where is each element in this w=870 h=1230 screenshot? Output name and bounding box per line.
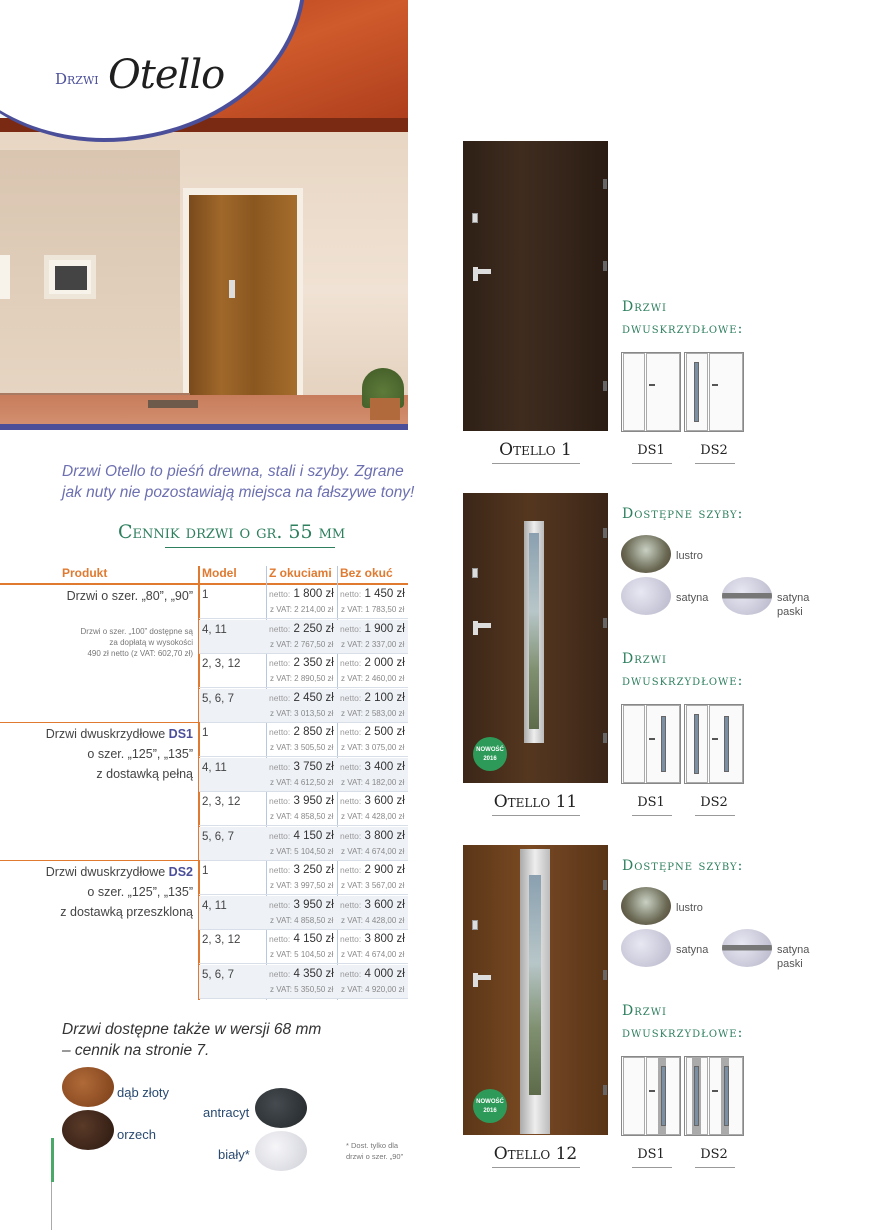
swatch-antracyt [255, 1088, 307, 1128]
row-model: 4, 11 [202, 623, 227, 636]
table-row [199, 689, 408, 723]
row-model: 2, 3, 12 [202, 658, 241, 670]
row-model: 5, 6, 7 [202, 692, 234, 705]
table-row [199, 585, 408, 619]
glass-label-lustro-2: lustro [676, 902, 703, 914]
section-double-3: Drzwi dwuskrzydłowe: [622, 1003, 744, 1041]
price-without-fittings: netto: 3 800 zł [340, 829, 405, 842]
price-without-fittings: netto: 3 400 zł [340, 760, 405, 773]
price-without-fittings: netto: 4 000 zł [340, 967, 405, 980]
glass-label-lustro-1: lustro [676, 550, 703, 562]
header-bez-okuc: Bez okuć [340, 566, 393, 580]
door-name-otello-1: Otello 1 [499, 440, 572, 460]
price-without-fittings-vat: z VAT: 3 567,00 zł [341, 881, 405, 890]
glass-lustro-1 [621, 535, 671, 573]
glass-label-satyna-1: satyna [676, 592, 709, 604]
price-with-fittings-vat: z VAT: 4 612,50 zł [270, 777, 334, 787]
glass-satyna-paski-1 [722, 577, 772, 615]
price-without-fittings: netto: 1 900 zł [340, 622, 405, 635]
product-note-100: Drzwi o szer. „100” dostępne są za dopłatą w wysokości 490 zł netto (z VAT: 602,70 zł) [80, 627, 193, 658]
swatch-orzech [62, 1110, 114, 1150]
price-with-fittings: netto: 3 250 zł [269, 864, 334, 876]
glass-label-satyna-2: satyna [676, 944, 709, 956]
price-without-fittings: netto: 2 900 zł [340, 864, 405, 876]
price-with-fittings-vat: z VAT: 4 858,50 zł [270, 812, 334, 821]
door-11-ds1-label: DS1 [637, 795, 665, 810]
glass-satyna-2 [621, 929, 671, 967]
row-model: 5, 6, 7 [202, 968, 234, 981]
price-with-fittings: netto: 4 150 zł [269, 933, 334, 945]
price-list-title: Cennik drzwi o gr. 55 mm [118, 521, 346, 543]
price-with-fittings-vat: z VAT: 3 997,50 zł [270, 881, 334, 890]
price-without-fittings-vat: z VAT: 4 428,00 zł [341, 812, 405, 821]
door-name-otello-12: Otello 12 [493, 1144, 578, 1164]
table-row [199, 723, 408, 757]
price-without-fittings: netto: 2 000 zł [340, 657, 405, 669]
price-without-fittings-vat: z VAT: 2 583,00 zł [341, 708, 405, 718]
label-bialy: biały* [218, 1147, 250, 1162]
section-glass-1: Dostępne szyby: [622, 506, 744, 522]
row-model: 2, 3, 12 [202, 934, 241, 946]
section-double-2: Drzwi dwuskrzydłowe: [622, 651, 744, 689]
door-otello-12-image [463, 845, 608, 1135]
price-with-fittings-vat: z VAT: 2 214,00 zł [270, 605, 334, 614]
price-with-fittings-vat: z VAT: 3 505,50 zł [270, 743, 334, 752]
price-without-fittings-vat: z VAT: 2 460,00 zł [341, 674, 405, 683]
price-without-fittings: netto: 1 450 zł [340, 588, 405, 600]
table-row [199, 896, 408, 930]
row-model: 5, 6, 7 [202, 830, 234, 843]
price-with-fittings: netto: 2 350 zł [269, 657, 334, 669]
price-with-fittings-vat: z VAT: 5 104,50 zł [270, 950, 334, 959]
price-with-fittings: netto: 2 250 zł [269, 622, 334, 635]
door-12-ds2-diagram [684, 1056, 744, 1136]
price-with-fittings: netto: 3 950 zł [269, 898, 334, 911]
price-with-fittings: netto: 1 800 zł [269, 588, 334, 600]
label-antracyt: antracyt [203, 1105, 250, 1120]
page-edge-bar [51, 1138, 54, 1182]
swatch-bialy [255, 1131, 307, 1171]
price-without-fittings: netto: 2 500 zł [340, 726, 405, 738]
price-without-fittings-vat: z VAT: 3 075,00 zł [341, 743, 405, 752]
glass-satyna-1 [621, 577, 671, 615]
glass-label-satyna-paski-2: satyna paski [777, 944, 810, 970]
header-z-okuciami: Z okuciami [269, 566, 332, 580]
door-otello-1-image [463, 141, 608, 431]
door-12-ds2-label: DS2 [700, 1147, 728, 1162]
price-with-fittings-vat: z VAT: 2 890,50 zł [270, 674, 334, 683]
price-with-fittings: netto: 3 950 zł [269, 795, 334, 807]
product-group-ds2: Drzwi dwuskrzydłowe DS2 o szer. „125”, „135” z dostawką przeszkloną [45, 865, 193, 919]
title-underline [165, 547, 335, 548]
price-without-fittings: netto: 3 600 zł [340, 795, 405, 807]
brand-prefix: Drzwi [55, 70, 99, 88]
door-name-otello-11: Otello 11 [493, 792, 578, 812]
row-model: 4, 11 [202, 899, 227, 912]
price-without-fittings-vat: z VAT: 4 674,00 zł [341, 846, 405, 856]
brand-name: Otello [108, 52, 225, 98]
table-row [199, 930, 408, 964]
door-12-ds1-label: DS1 [637, 1147, 665, 1162]
door-1-ds2-label: DS2 [700, 443, 728, 458]
door-11-ds2-diagram [684, 704, 744, 784]
glass-satyna-paski-2 [722, 929, 772, 967]
price-with-fittings-vat: z VAT: 4 858,50 zł [270, 915, 334, 925]
glass-label-satyna-paski-1: satyna paski [777, 592, 810, 618]
new-badge: NOWOŚĆ 2016 [473, 737, 507, 771]
page-edge-line [51, 1182, 52, 1230]
product-group-1: Drzwi o szer. „80”, „90” [66, 589, 193, 603]
finish-footnote: * Dost. tylko dla drzwi o szer. „90” [346, 1141, 404, 1161]
price-with-fittings-vat: z VAT: 3 013,50 zł [270, 708, 334, 718]
row-model: 1 [202, 865, 209, 877]
price-with-fittings: netto: 3 750 zł [269, 760, 334, 773]
price-without-fittings: netto: 2 100 zł [340, 691, 405, 704]
label-orzech: orzech [117, 1127, 157, 1142]
door-1-ds2-diagram [684, 352, 744, 432]
table-row [199, 620, 408, 654]
door-1-ds1-diagram [621, 352, 681, 432]
price-with-fittings: netto: 4 150 zł [269, 829, 334, 842]
door-11-ds1-diagram [621, 704, 681, 784]
price-without-fittings-vat: z VAT: 4 428,00 zł [341, 915, 405, 925]
header-produkt: Produkt [62, 566, 108, 580]
header-model: Model [202, 566, 237, 580]
section-double-1: Drzwi dwuskrzydłowe: [622, 299, 744, 337]
section-glass-2: Dostępne szyby: [622, 858, 744, 874]
table-row [199, 827, 408, 861]
price-with-fittings: netto: 2 450 zł [269, 691, 334, 704]
table-row [199, 654, 408, 688]
tagline: Drzwi Otello to pieśń drewna, stali i szyby. Zgrane jak nuty nie pozostawiają miejsca na fałszywe tony! [62, 463, 415, 501]
table-row [199, 861, 408, 895]
table-row [199, 965, 408, 999]
price-with-fittings-vat: z VAT: 5 104,50 zł [270, 846, 334, 856]
also-available-note: Drzwi dostępne także w wersji 68 mm – cennik na stronie 7. [62, 1021, 322, 1059]
row-model: 4, 11 [202, 761, 227, 774]
glass-lustro-2 [621, 887, 671, 925]
table-row [199, 758, 408, 792]
price-with-fittings-vat: z VAT: 2 767,50 zł [270, 639, 334, 649]
price-without-fittings-vat: z VAT: 4 920,00 zł [341, 984, 405, 994]
hero-bottom-bar [0, 424, 408, 430]
price-without-fittings-vat: z VAT: 1 783,50 zł [341, 605, 405, 614]
price-without-fittings-vat: z VAT: 4 182,00 zł [341, 777, 405, 787]
price-without-fittings-vat: z VAT: 4 674,00 zł [341, 950, 405, 959]
new-badge: NOWOŚĆ 2016 [473, 1089, 507, 1123]
row-model: 1 [202, 589, 209, 601]
row-model: 1 [202, 727, 209, 739]
door-1-ds1-label: DS1 [637, 443, 665, 458]
product-group-ds1: Drzwi dwuskrzydłowe DS1 o szer. „125”, „135” z dostawką pełną [45, 727, 193, 781]
price-with-fittings: netto: 4 350 zł [269, 967, 334, 980]
table-row [199, 792, 408, 826]
label-dab-zloty: dąb złoty [117, 1085, 170, 1100]
price-without-fittings: netto: 3 800 zł [340, 933, 405, 945]
swatch-dab-zloty [62, 1067, 114, 1107]
door-otello-11-image [463, 493, 608, 783]
price-without-fittings: netto: 3 600 zł [340, 898, 405, 911]
price-with-fittings-vat: z VAT: 5 350,50 zł [270, 984, 334, 994]
row-model: 2, 3, 12 [202, 796, 241, 808]
price-without-fittings-vat: z VAT: 2 337,00 zł [341, 639, 405, 649]
price-with-fittings: netto: 2 850 zł [269, 726, 334, 738]
door-11-ds2-label: DS2 [700, 795, 728, 810]
door-12-ds1-diagram [621, 1056, 681, 1136]
